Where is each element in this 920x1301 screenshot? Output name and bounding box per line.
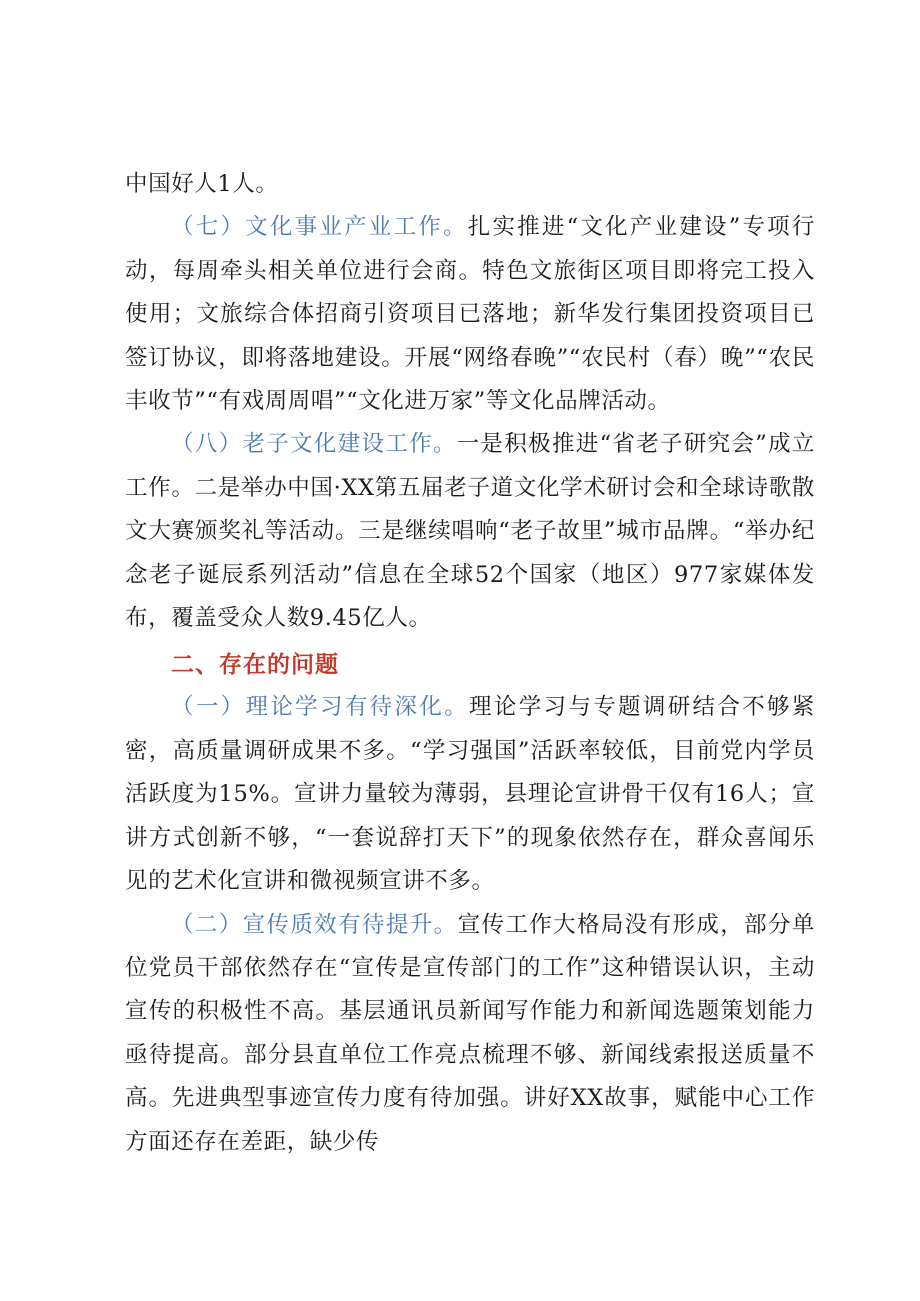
paragraph-lead: （八）老子文化建设工作。: [171, 431, 457, 458]
paragraph-body: 一是积极推进“省老子研究会”成立工作。二是举办中国·XX第五届老子道文化学术研讨会和全球诗歌散文大赛颁奖礼等活动。三是继续唱响“老子故里”城市品牌。“举办纪念老子诞辰系列活动”信息在全球52个国家（地区）977家媒体发布，覆盖受众人数9.45亿人。: [125, 431, 815, 632]
paragraph-theory-study: [125, 686, 815, 903]
paragraph-body: 扎实推进“文化产业建设”专项行动，每周牵头相关单位进行会商。特色文旅街区项目即将完工投入使用；文旅综合体招商引资项目已落地；新华发行集团投资项目已签订协议，即将落地建设。开展“网络春晚”“农民村（春）晚”“农民丰收节”“有戏周周唱”“文化进万家”等文化品牌活动。: [125, 214, 815, 415]
paragraph-lead: （七）文化事业产业工作。: [171, 214, 468, 241]
paragraph-body: 宣传工作大格局没有形成，部分单位党员干部依然存在“宣传是宣传部门的工作”这种错误认识，主动宣传的积极性不高。基层通讯员新闻写作能力和新闻选题策划能力亟待提高。部分县直单位工作亮点梳理不够、新闻线索报送质量不高。先进典型事迹宣传力度有待加强。讲好XX故事，赋能中心工作方面还存在差距，缺少传: [125, 911, 815, 1155]
paragraph-lead: （二）宣传质效有待提升。: [171, 911, 458, 938]
paragraph-publicity-quality: [125, 904, 815, 1164]
paragraph-body: 理论学习与专题调研结合不够紧密，高质量调研成果不多。“学习强国”活跃率较低，目前党内学员活跃度为15%。宣讲力量较为薄弱，县理论宣讲骨干仅有16人；宣讲方式创新不够，“一套说辞打天下”的现象依然存在，群众喜闻乐见的艺术化宣讲和微视频宣讲不多。: [125, 694, 815, 895]
paragraph-culture-industry: [125, 206, 815, 423]
document-page: [125, 163, 815, 1164]
paragraph-continuation: [125, 163, 815, 206]
section-heading: 二、存在的问题: [171, 652, 339, 679]
paragraph-lead: （一）理论学习有待深化。: [171, 694, 470, 721]
paragraph-text: 中国好人1人。: [125, 171, 279, 197]
paragraph-laozi-culture: [125, 423, 815, 640]
